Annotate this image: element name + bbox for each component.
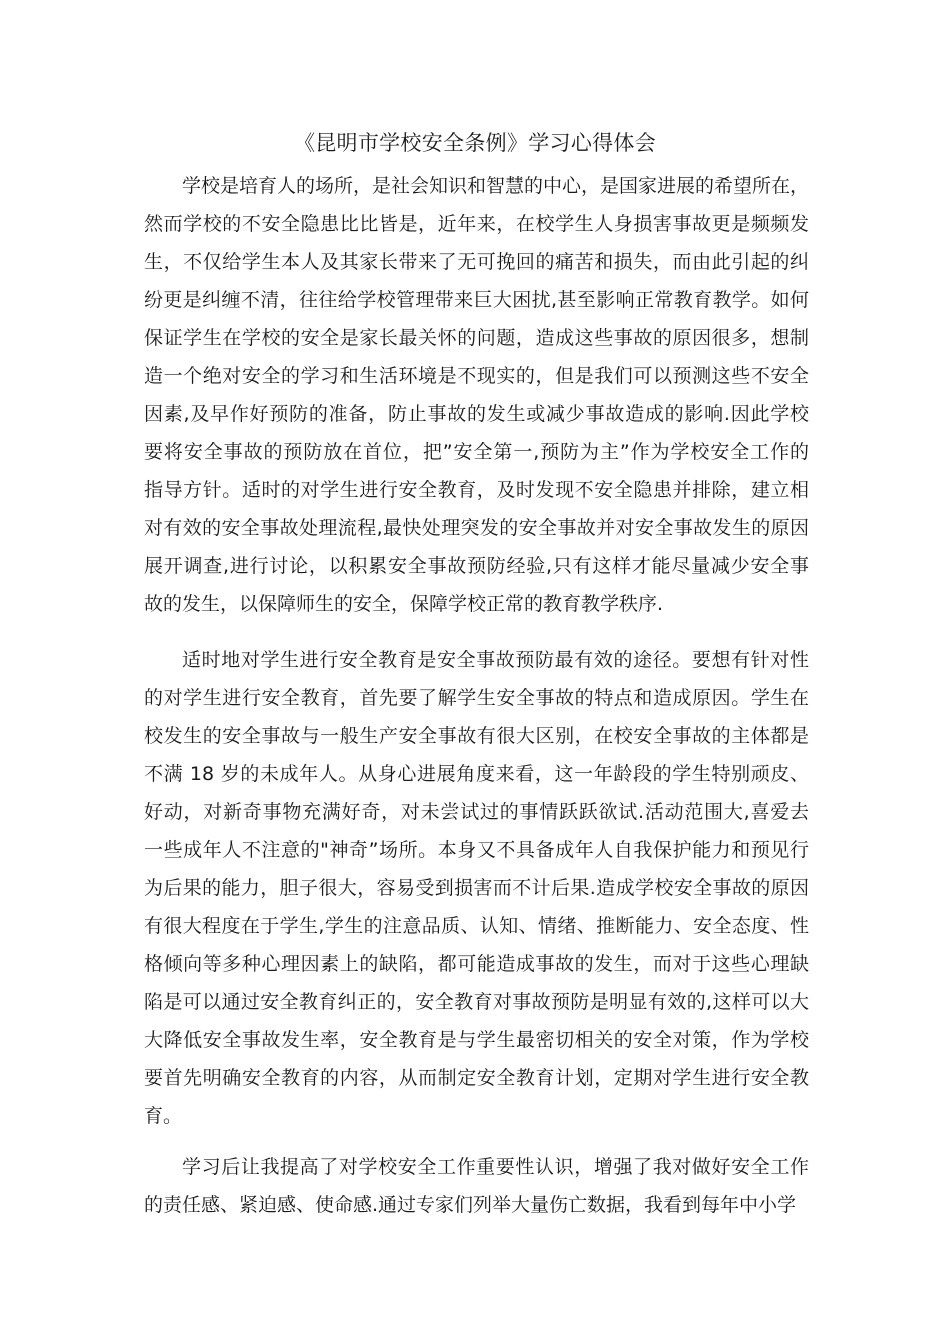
paragraph-1-line: 造一个绝对安全的学习和生活环境是不现实的，但是我们可以预测这些不安全 xyxy=(144,365,809,387)
document-title: 《昆明市学校安全条例》学习心得体会 xyxy=(293,131,657,155)
paragraph-2-line: 为后果的能力，胆子很大，容易受到损害而不计后果.造成学校安全事故的原因 xyxy=(144,877,809,899)
paragraph-1-line: 因素,及早作好预防的准备，防止事故的发生或减少事故造成的影响.因此学校 xyxy=(144,403,809,425)
paragraph-2-line: 适时地对学生进行安全教育是安全事故预防最有效的途径。要想有针对性 xyxy=(182,649,809,671)
paragraph-3-line: 的责任感、紧迫感、使命感.通过专家们列举大量伤亡数据，我看到每年中小学 xyxy=(144,1194,797,1216)
paragraph-2-line: 育。 xyxy=(144,1105,183,1127)
paragraph-3 xyxy=(144,1148,809,1224)
paragraph-1-line: 对有效的安全事故处理流程,最快处理突发的安全事故并对安全事故发生的原因 xyxy=(144,517,809,539)
paragraph-3-line: 学习后让我提高了对学校安全工作重要性认识，增强了我对做好安全工作 xyxy=(182,1156,809,1178)
paragraph-2-line: 格倾向等多种心理因素上的缺陷，都可能造成事故的发生，而对于这些心理缺 xyxy=(144,953,809,975)
paragraph-2-line: 校发生的安全事故与一般生产安全事故有很大区别，在校安全事故的主体都是 xyxy=(144,725,809,747)
paragraph-1-line: 保证学生在学校的安全是家长最关怀的问题，造成这些事故的原因很多，想制 xyxy=(144,327,809,349)
paragraph-2-line: 陷是可以通过安全教育纠正的，安全教育对事故预防是明显有效的,这样可以大 xyxy=(144,991,809,1013)
paragraph-2-line: 好动，对新奇事物充满好奇，对未尝试过的事情跃跃欲试.活动范围大,喜爱去 xyxy=(144,801,809,823)
paragraph-2-line: 有很大程度在于学生,学生的注意品质、认知、情绪、推断能力、安全态度、性 xyxy=(144,915,809,937)
paragraph-1 xyxy=(144,167,809,623)
paragraph-1-line: 展开调查,进行讨论，以积累安全事故预防经验,只有这样才能尽量减少安全事 xyxy=(144,555,809,577)
paragraph-1-line: 指导方针。适时的对学生进行安全教育，及时发现不安全隐患并排除，建立相 xyxy=(144,479,809,501)
paragraph-2-line: 的对学生进行安全教育，首先要了解学生安全事故的特点和造成原因。学生在 xyxy=(144,687,809,709)
paragraph-2-line: 一些成年人不注意的"神奇”场所。本身又不具备成年人自我保护能力和预见行 xyxy=(144,839,809,861)
paragraph-2 xyxy=(144,641,809,1135)
paragraph-1-line: 纷更是纠缠不清，往往给学校管理带来巨大困扰,甚至影响正常教育教学。如何 xyxy=(144,289,809,311)
paragraph-2-line: 不满 18 岁的未成年人。从身心进展角度来看，这一年龄段的学生特别顽皮、 xyxy=(144,763,809,785)
paragraph-1-line: 生，不仅给学生本人及其家长带来了无可挽回的痛苦和损失，而由此引起的纠 xyxy=(144,251,809,273)
paragraph-1-line: 学校是培育人的场所，是社会知识和智慧的中心，是国家进展的希望所在， xyxy=(182,175,809,197)
paragraph-1-line: 要将安全事故的预防放在首位，把”安全第一,预防为主”作为学校安全工作的 xyxy=(144,441,809,463)
paragraph-1-line: 故的发生，以保障师生的安全，保障学校正常的教育教学秩序. xyxy=(144,593,664,615)
paragraph-2-line: 大降低安全事故发生率，安全教育是与学生最密切相关的安全对策，作为学校 xyxy=(144,1029,809,1051)
paragraph-2-line: 要首先明确安全教育的内容，从而制定安全教育计划，定期对学生进行安全教 xyxy=(144,1067,809,1089)
paragraph-1-line: 然而学校的不安全隐患比比皆是，近年来，在校学生人身损害事故更是频频发 xyxy=(144,213,809,235)
